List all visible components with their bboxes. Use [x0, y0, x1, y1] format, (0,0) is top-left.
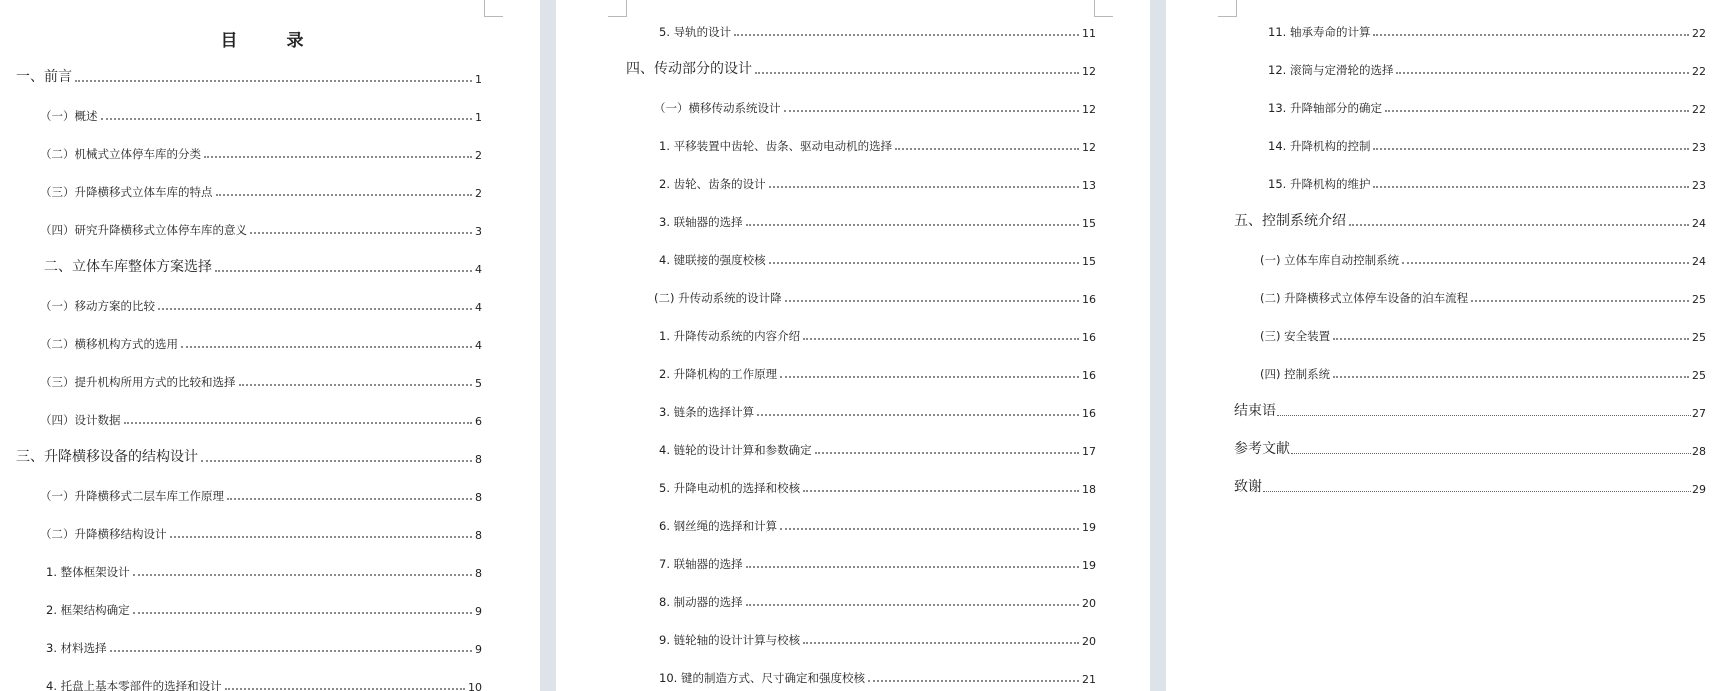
- toc-entry[interactable]: （一）升降横移式二层车库工作原理 8: [40, 489, 482, 504]
- toc-entry[interactable]: （二）机械式立体停车库的分类 2: [40, 147, 482, 162]
- toc-entry[interactable]: （三）升降横移式立体车库的特点 2: [40, 185, 482, 200]
- toc-entry[interactable]: 参考文献 28: [1234, 441, 1706, 458]
- toc-entry[interactable]: 9. 链轮轴的设计计算与校核 20: [659, 633, 1096, 648]
- toc-entry[interactable]: （一）移动方案的比较 4: [40, 299, 482, 314]
- toc-entry[interactable]: （一）横移传动系统设计 12: [654, 101, 1096, 116]
- toc-entry[interactable]: （三）提升机构所用方式的比较和选择 5: [40, 375, 482, 390]
- document-page-3: [1166, 0, 1718, 691]
- page-corner-mark: [1218, 0, 1237, 17]
- toc-entry[interactable]: (三) 安全装置 25: [1260, 329, 1706, 344]
- toc-entry[interactable]: (四) 控制系统 25: [1260, 367, 1706, 382]
- toc-entry[interactable]: (二) 升降横移式立体停车设备的泊车流程 25: [1260, 291, 1706, 306]
- document-page-1: [0, 0, 540, 691]
- toc-title: 目 录: [220, 31, 320, 51]
- toc-entry[interactable]: 2. 框架结构确定 9: [46, 603, 482, 618]
- toc-entry[interactable]: 1. 整体框架设计 8: [46, 565, 482, 580]
- document-page-2: [556, 0, 1150, 691]
- toc-entry[interactable]: 2. 升降机构的工作原理 16: [659, 367, 1096, 382]
- toc-entry[interactable]: （一）概述 1: [40, 109, 482, 124]
- toc-entry[interactable]: 12. 滚筒与定滑轮的选择 22: [1268, 63, 1706, 78]
- toc-entry[interactable]: 结束语 27: [1234, 403, 1706, 420]
- toc-entry[interactable]: 3. 材料选择 9: [46, 641, 482, 656]
- toc-entry[interactable]: 4. 链轮的设计计算和参数确定 17: [659, 443, 1096, 458]
- toc-entry[interactable]: 2. 齿轮、齿条的设计 13: [659, 177, 1096, 192]
- toc-entry[interactable]: 4. 托盘上基本零部件的选择和设计 10: [46, 679, 482, 691]
- toc-entry[interactable]: 三、升降横移设备的结构设计 8: [16, 449, 482, 466]
- toc-entry[interactable]: 五、控制系统介绍 24: [1234, 213, 1706, 230]
- toc-entry[interactable]: 四、传动部分的设计 12: [626, 61, 1096, 78]
- toc-entry[interactable]: 一、前言 1: [16, 69, 482, 86]
- toc-entry[interactable]: 3. 联轴器的选择 15: [659, 215, 1096, 230]
- toc-entry[interactable]: 13. 升降轴部分的确定 22: [1268, 101, 1706, 116]
- toc-entry[interactable]: （二）横移机构方式的选用 4: [40, 337, 482, 352]
- toc-entry[interactable]: 15. 升降机构的维护 23: [1268, 177, 1706, 192]
- toc-entry[interactable]: 7. 联轴器的选择 19: [659, 557, 1096, 572]
- toc-entry[interactable]: 二、立体车库整体方案选择 4: [44, 259, 482, 276]
- toc-entry[interactable]: （四）设计数据 6: [40, 413, 482, 428]
- toc-entry[interactable]: 10. 键的制造方式、尺寸确定和强度校核 21: [659, 671, 1096, 686]
- page-corner-mark: [484, 0, 503, 17]
- toc-entry[interactable]: 6. 钢丝绳的选择和计算 19: [659, 519, 1096, 534]
- toc-entry[interactable]: (一) 立体车库自动控制系统 24: [1260, 253, 1706, 268]
- toc-entry[interactable]: 1. 平移装置中齿轮、齿条、驱动电动机的选择 12: [659, 139, 1096, 154]
- page-corner-mark: [608, 0, 627, 17]
- toc-entry[interactable]: 11. 轴承寿命的计算 22: [1268, 25, 1706, 40]
- toc-entry[interactable]: 3. 链条的选择计算 16: [659, 405, 1096, 420]
- toc-entry[interactable]: 8. 制动器的选择 20: [659, 595, 1096, 610]
- page-corner-mark: [1094, 0, 1113, 17]
- toc-entry[interactable]: 5. 导轨的设计 11: [659, 25, 1096, 40]
- toc-entry[interactable]: 4. 键联接的强度校核 15: [659, 253, 1096, 268]
- toc-entry[interactable]: 1. 升降传动系统的内容介绍 16: [659, 329, 1096, 344]
- toc-entry[interactable]: 5. 升降电动机的选择和校核 18: [659, 481, 1096, 496]
- toc-entry[interactable]: （四）研究升降横移式立体停车库的意义 3: [40, 223, 482, 238]
- toc-entry[interactable]: 致谢 29: [1234, 479, 1706, 496]
- toc-entry[interactable]: (二) 升传动系统的设计降 16: [654, 291, 1096, 306]
- toc-entry[interactable]: 14. 升降机构的控制 23: [1268, 139, 1706, 154]
- toc-entry[interactable]: （二）升降横移结构设计 8: [40, 527, 482, 542]
